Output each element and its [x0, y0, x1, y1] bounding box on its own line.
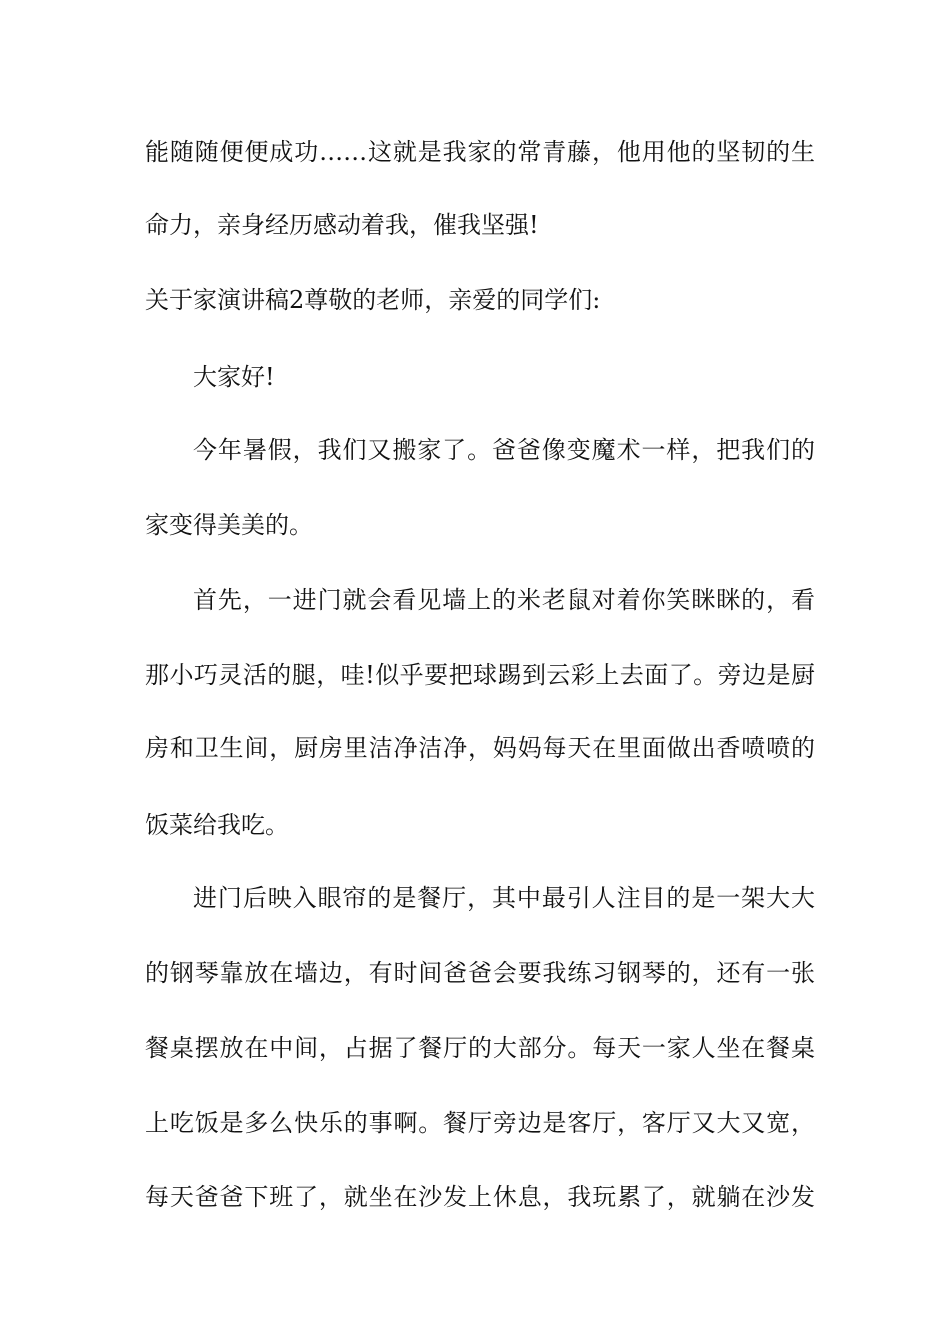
- text-line-7: 首先，一进门就会看见墙上的米老鼠对着你笑眯眯的，看: [193, 586, 815, 614]
- text-line-13: 餐桌摆放在中间，占据了餐厅的大部分。每天一家人坐在餐桌: [145, 1034, 815, 1062]
- text-line-2: 命力，亲身经历感动着我，催我坚强!: [145, 211, 539, 239]
- text-line-3: 关于家演讲稿2尊敬的老师，亲爱的同学们:: [145, 286, 601, 314]
- text-line-15: 每天爸爸下班了，就坐在沙发上休息，我玩累了，就躺在沙发: [145, 1183, 815, 1211]
- text-line-10: 饭菜给我吃。: [145, 811, 289, 839]
- text-line-9: 房和卫生间，厨房里洁净洁净，妈妈每天在里面做出香喷喷的: [145, 734, 815, 762]
- text-line-6: 家变得美美的。: [145, 511, 313, 539]
- text-line-8: 那小巧灵活的腿，哇!似乎要把球踢到云彩上去面了。旁边是厨: [145, 661, 815, 689]
- text-line-5: 今年暑假，我们又搬家了。爸爸像变魔术一样，把我们的: [193, 436, 815, 464]
- text-line-12: 的钢琴靠放在墙边，有时间爸爸会要我练习钢琴的，还有一张: [145, 959, 815, 987]
- text-line-1: 能随随便便成功……这就是我家的常青藤，他用他的坚韧的生: [145, 138, 815, 166]
- text-line-4: 大家好!: [193, 363, 275, 391]
- text-line-14: 上吃饭是多么快乐的事啊。餐厅旁边是客厅，客厅又大又宽，: [145, 1109, 815, 1137]
- text-line-11: 进门后映入眼帘的是餐厅，其中最引人注目的是一架大大: [193, 884, 815, 912]
